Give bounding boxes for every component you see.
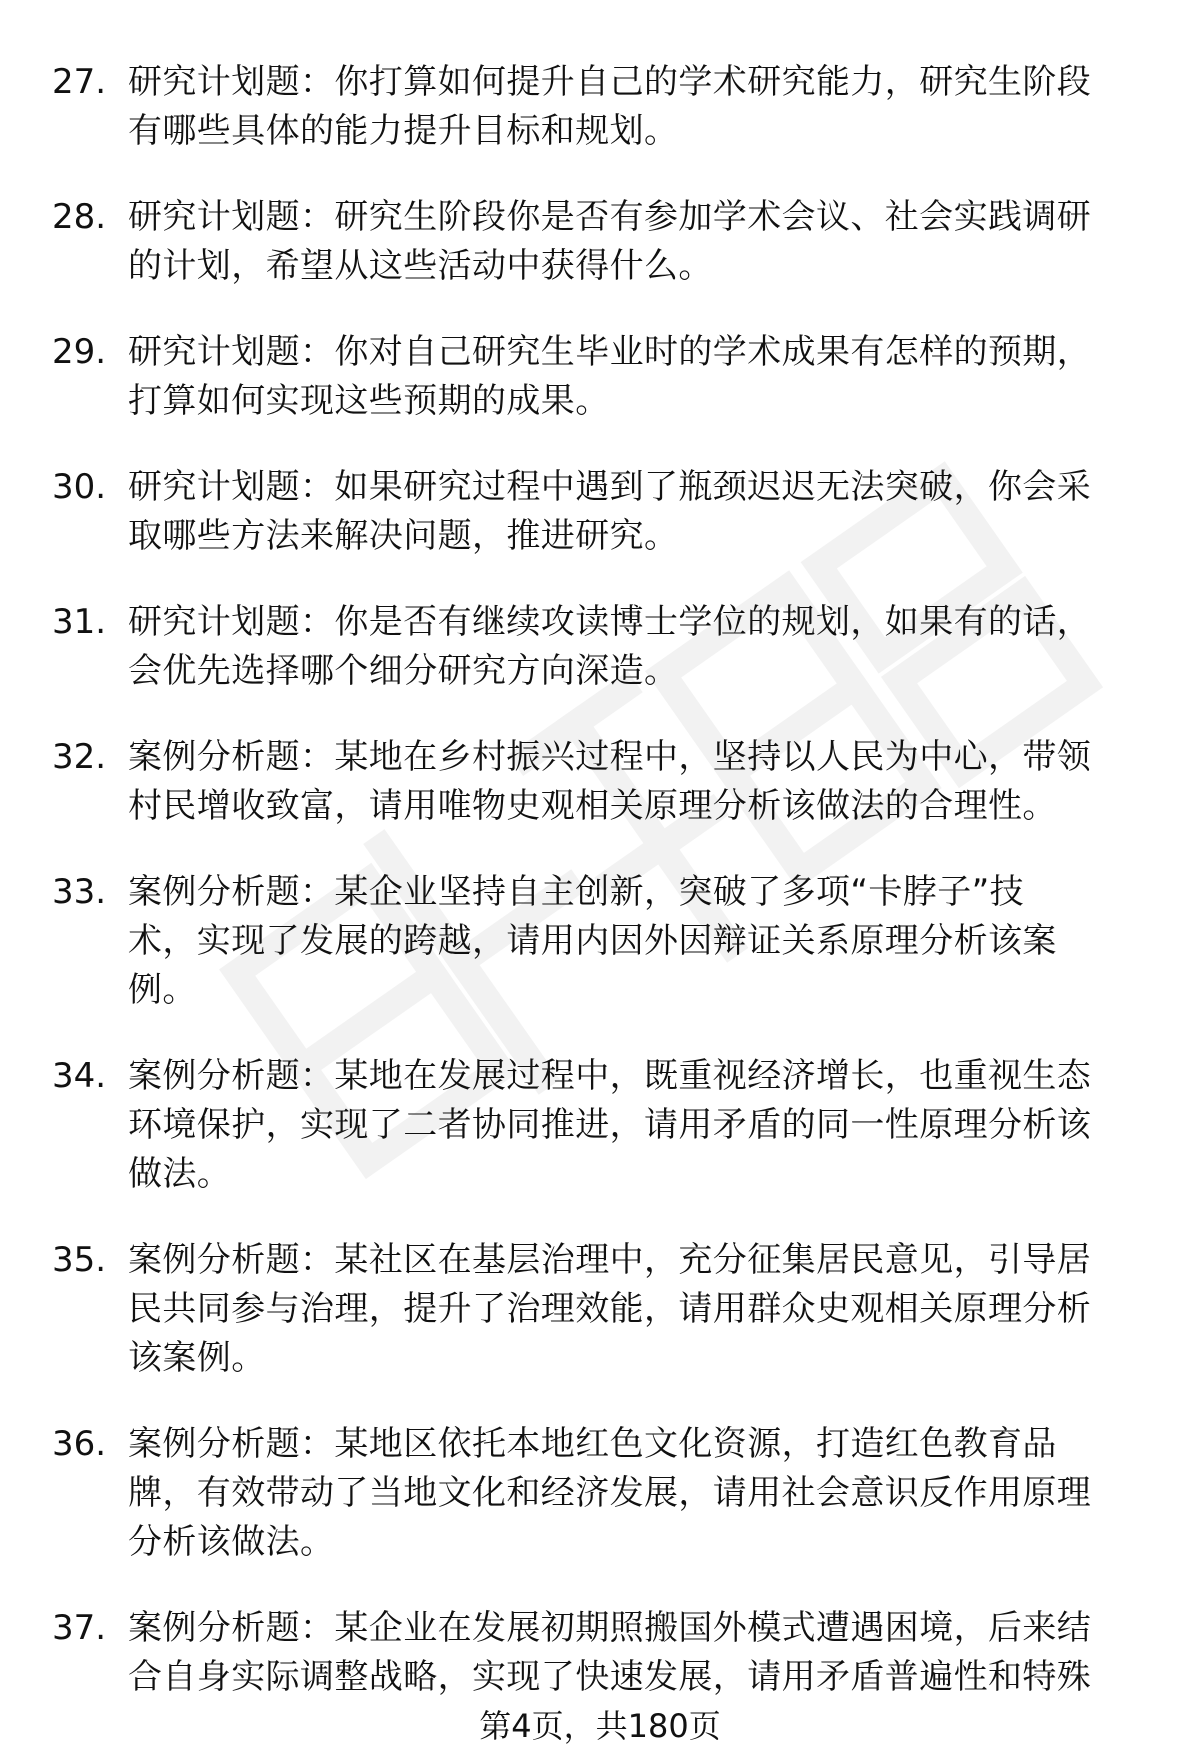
question-item bbox=[0, 1604, 1200, 1702]
question-text: 案例分析题：某企业在发展初期照搬国外模式遭遇困境，后来结 合自身实际调整战略，实现了快速发展，请用矛盾普遍性和特殊 bbox=[128, 1608, 1092, 1697]
question-item bbox=[0, 868, 1200, 1015]
question-number: 30. bbox=[52, 467, 107, 507]
question-list bbox=[0, 58, 1200, 1739]
question-number: 31. bbox=[52, 602, 107, 642]
question-text: 案例分析题：某企业坚持自主创新，突破了多项“卡脖子”技 术，实现了发展的跨越，请用内因外因辩证关系原理分析该案 例。 bbox=[128, 872, 1057, 1010]
question-number: 37. bbox=[52, 1608, 107, 1648]
page-footer: 第4页，共180页 bbox=[479, 1707, 721, 1745]
question-number: 32. bbox=[52, 737, 107, 777]
question-number: 35. bbox=[52, 1240, 107, 1280]
question-item bbox=[0, 193, 1200, 291]
question-item bbox=[0, 733, 1200, 831]
question-item bbox=[0, 1420, 1200, 1567]
question-number: 27. bbox=[52, 62, 107, 102]
question-item bbox=[0, 1236, 1200, 1383]
question-number: 36. bbox=[52, 1424, 107, 1464]
question-text: 案例分析题：某地在发展过程中，既重视经济增长，也重视生态 环境保护，实现了二者协同推进，请用矛盾的同一性原理分析该 做法。 bbox=[128, 1056, 1092, 1194]
question-item bbox=[0, 463, 1200, 561]
question-item bbox=[0, 328, 1200, 426]
question-item bbox=[0, 58, 1200, 156]
question-number: 29. bbox=[52, 332, 107, 372]
question-text: 研究计划题：研究生阶段你是否有参加学术会议、社会实践调研 的计划，希望从这些活动中获得什么。 bbox=[128, 197, 1092, 286]
question-text: 案例分析题：某地在乡村振兴过程中，坚持以人民为中心，带领 村民增收致富，请用唯物史观相关原理分析该做法的合理性。 bbox=[128, 737, 1092, 826]
question-number: 34. bbox=[52, 1056, 107, 1096]
question-text: 研究计划题：如果研究过程中遇到了瓶颈迟迟无法突破，你会采 取哪些方法来解决问题，推进研究。 bbox=[128, 467, 1092, 556]
question-item bbox=[0, 598, 1200, 696]
question-text: 研究计划题：你打算如何提升自己的学术研究能力，研究生阶段 有哪些具体的能力提升目标和规划。 bbox=[128, 62, 1092, 151]
question-number: 33. bbox=[52, 872, 107, 912]
question-item bbox=[0, 1052, 1200, 1199]
question-text: 案例分析题：某社区在基层治理中，充分征集居民意见，引导居 民共同参与治理，提升了治理效能，请用群众史观相关原理分析 该案例。 bbox=[128, 1240, 1092, 1378]
question-text: 案例分析题：某地区依托本地红色文化资源，打造红色教育品 牌，有效带动了当地文化和经济发展，请用社会意识反作用原理 分析该做法。 bbox=[128, 1424, 1092, 1562]
question-number: 28. bbox=[52, 197, 107, 237]
question-text: 研究计划题：你对自己研究生毕业时的学术成果有怎样的预期， 打算如何实现这些预期的成果。 bbox=[128, 332, 1092, 421]
question-text: 研究计划题：你是否有继续攻读博士学位的规划，如果有的话， 会优先选择哪个细分研究方向深造。 bbox=[128, 602, 1092, 691]
